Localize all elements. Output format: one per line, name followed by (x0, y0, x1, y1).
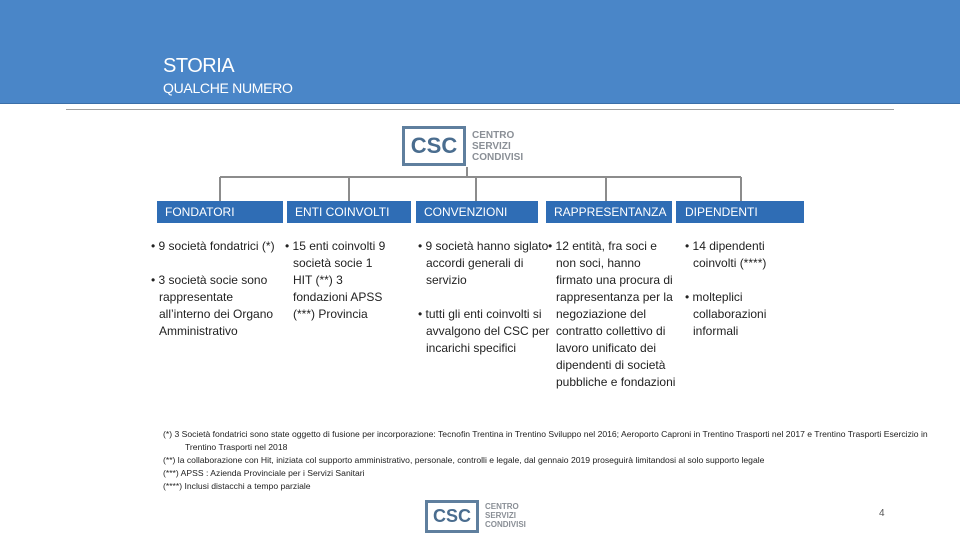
category-rappresentanza: RAPPRESENTANZA (546, 201, 672, 223)
bullet-item: • tutti gli enti coinvolti si avvalgono del CSC per incarichi specifici (416, 306, 552, 357)
bullet-item: • 3 società socie sono rappresentate all’interno dei Organo Amministrativo (149, 272, 277, 340)
logo-words (485, 503, 526, 529)
column-convenzioni (416, 238, 552, 374)
footnote: (****) Inclusi distacchi a tempo parziale (163, 481, 311, 491)
logo-word: CENTRO (485, 502, 519, 512)
page-number: 4 (879, 508, 885, 519)
csc-logo-bottom (425, 500, 526, 533)
logo-word: CONDIVISI (472, 151, 524, 163)
category-fondatori: FONDATORI (157, 201, 283, 223)
column-rappresentanza (546, 238, 678, 408)
bullet-item: • 15 enti coinvolti 9 società socie 1 HIT (**) 3 fondazioni APSS (***) Provincia (283, 238, 388, 323)
page-subtitle: QUALCHE NUMERO (163, 80, 293, 96)
bullet-item: • 12 entità, fra soci e non soci, hanno firmato una procura di rappresentanza per la negoziazione del contratto collettivo di lavoro unificato dei dipendenti di società pubbliche e fondazioni (546, 238, 678, 391)
footnote: (**) la collaborazione con Hit, iniziata col supporto amministrativo, personale, controlli e legale, dal gennaio 2019 proseguirà limitandosi al solo supporto legale (163, 455, 765, 465)
logo-word: CENTRO (472, 129, 515, 141)
footnote: (*) 3 Società fondatrici sono state oggetto di fusione per incorporazione: Tecnofin Trentina in Trentino Sviluppo nel 2016; Aeroporto Caproni in Trentino Trasporti nel 2017 e Trentino Trasporti Esercizio in Trentino Trasporti nel 2018 (163, 429, 928, 452)
page-title: STORIA (163, 55, 235, 77)
logo-abbr: CSC (402, 126, 466, 166)
column-dipendenti (683, 238, 791, 357)
column-enti-coinvolti (283, 238, 388, 340)
column-fondatori (149, 238, 277, 357)
footnotes (163, 428, 960, 493)
logo-abbr: CSC (425, 500, 479, 533)
bullet-item: • molteplici collaborazioni informali (683, 289, 791, 340)
bullet-item: • 9 società hanno siglato accordi generali di servizio (416, 238, 552, 289)
bullet-item: • 14 dipendenti coinvolti (****) (683, 238, 791, 272)
category-enti-coinvolti: ENTI COINVOLTI (287, 201, 411, 223)
category-dipendenti: DIPENDENTI (676, 201, 804, 223)
logo-word: SERVIZI (485, 511, 516, 521)
logo-word: CONDIVISI (485, 519, 526, 529)
footnote: (***) APSS : Azienda Provinciale per i Servizi Sanitari (163, 468, 365, 478)
bullet-item: • 9 società fondatrici (*) (149, 238, 277, 255)
logo-word: SERVIZI (472, 140, 511, 152)
category-convenzioni: CONVENZIONI (416, 201, 538, 223)
